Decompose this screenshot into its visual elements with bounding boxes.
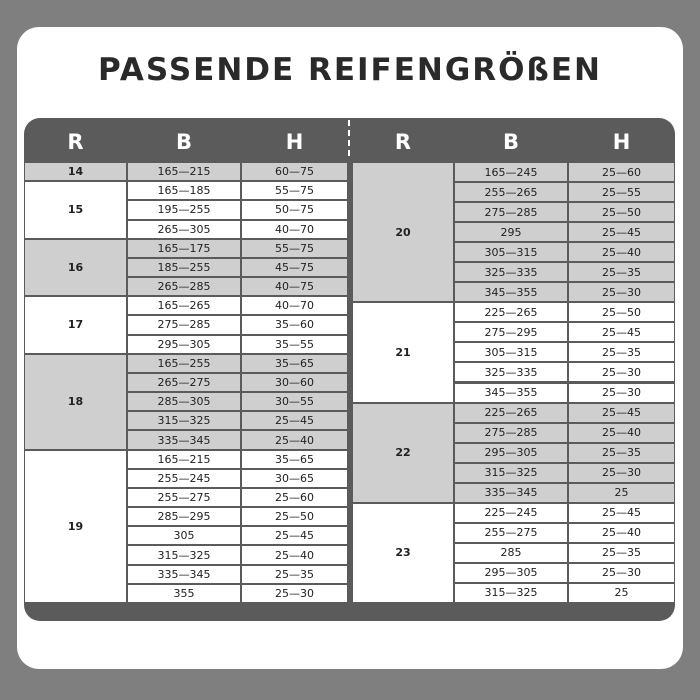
width-cell: 195—255: [127, 200, 241, 219]
width-cell: 315—325: [127, 545, 241, 564]
width-cell: 355: [127, 584, 241, 603]
width-cell: 305—315: [454, 242, 568, 262]
width-cell: 225—265: [454, 403, 568, 423]
rim-size-cell: 15: [24, 181, 127, 239]
page-title: PASSENDE REIFENGRÖßEN: [98, 52, 602, 88]
header-b-right: B: [502, 130, 519, 154]
width-cell: 275—285: [454, 202, 568, 222]
height-cell: 40—75: [241, 277, 348, 296]
width-cell: 255—245: [127, 469, 241, 488]
width-cell: 305: [127, 526, 241, 545]
height-cell: 25—50: [568, 302, 675, 322]
height-cell: 35—60: [241, 315, 348, 334]
right-table-half: [352, 162, 675, 603]
width-cell: 165—245: [454, 162, 568, 182]
height-cell: 25—40: [241, 545, 348, 564]
height-cell: 25—30: [568, 362, 675, 382]
rim-size-cell: 21: [352, 302, 454, 402]
header-r-left: R: [67, 130, 84, 154]
header-r-right: R: [394, 130, 412, 154]
width-cell: 265—285: [127, 277, 241, 296]
width-cell: 285—295: [127, 507, 241, 526]
height-cell: 25—45: [241, 526, 348, 545]
width-cell: 165—265: [127, 296, 241, 315]
height-cell: 25—30: [568, 463, 675, 483]
width-cell: 295: [454, 222, 568, 242]
height-cell: 35—65: [241, 354, 348, 373]
width-cell: 275—285: [454, 423, 568, 443]
width-cell: 285—305: [127, 392, 241, 411]
width-cell: 225—265: [454, 302, 568, 322]
height-cell: 25—40: [568, 242, 675, 262]
height-cell: 55—75: [241, 181, 348, 200]
column-divider: [348, 120, 350, 156]
height-cell: 25: [568, 583, 675, 603]
height-cell: 30—60: [241, 373, 348, 392]
height-cell: 30—65: [241, 469, 348, 488]
width-cell: 295—305: [454, 563, 568, 583]
height-cell: 25—35: [568, 262, 675, 282]
height-cell: 25—35: [241, 565, 348, 584]
height-cell: 25—45: [568, 322, 675, 342]
width-cell: 165—215: [127, 450, 241, 469]
height-cell: 25—60: [568, 162, 675, 182]
width-cell: 165—175: [127, 239, 241, 258]
rim-size-cell: 20: [352, 162, 454, 302]
width-cell: 255—275: [454, 523, 568, 543]
height-cell: 25—35: [568, 543, 675, 563]
width-cell: 295—305: [454, 443, 568, 463]
header-h-right: H: [612, 130, 631, 154]
height-cell: 25—45: [241, 411, 348, 430]
width-cell: 185—255: [127, 258, 241, 277]
left-table-half: [24, 162, 348, 603]
width-cell: 295—305: [127, 335, 241, 354]
height-cell: 25—45: [568, 503, 675, 523]
height-cell: 25—45: [568, 222, 675, 242]
rim-size-cell: 16: [24, 239, 127, 297]
width-cell: 285: [454, 543, 568, 563]
width-cell: 345—355: [454, 282, 568, 302]
width-cell: 275—285: [127, 315, 241, 334]
width-cell: 315—325: [454, 583, 568, 603]
width-cell: 255—265: [454, 182, 568, 202]
height-cell: 25—30: [568, 383, 675, 403]
rim-size-cell: 18: [24, 354, 127, 450]
height-cell: 25—40: [568, 423, 675, 443]
width-cell: 255—275: [127, 488, 241, 507]
rim-size-cell: 22: [352, 403, 454, 503]
height-cell: 25—45: [568, 403, 675, 423]
height-cell: 25—35: [568, 443, 675, 463]
width-cell: 335—345: [127, 565, 241, 584]
height-cell: 25: [568, 483, 675, 503]
height-cell: 55—75: [241, 239, 348, 258]
height-cell: 35—55: [241, 335, 348, 354]
height-cell: 30—55: [241, 392, 348, 411]
rim-size-cell: 19: [24, 450, 127, 603]
width-cell: 165—215: [127, 162, 241, 181]
height-cell: 25—30: [568, 563, 675, 583]
height-cell: 25—40: [241, 430, 348, 449]
width-cell: 265—275: [127, 373, 241, 392]
width-cell: 265—305: [127, 220, 241, 239]
height-cell: 25—40: [568, 523, 675, 543]
height-cell: 25—50: [568, 202, 675, 222]
height-cell: 60—75: [241, 162, 348, 181]
width-cell: 305—315: [454, 342, 568, 362]
width-cell: 325—335: [454, 362, 568, 382]
height-cell: 40—70: [241, 296, 348, 315]
rim-size-cell: 14: [24, 162, 127, 181]
header-b-left: B: [175, 130, 192, 154]
width-cell: 225—245: [454, 503, 568, 523]
height-cell: 40—70: [241, 220, 348, 239]
width-cell: 345—355: [454, 383, 568, 403]
width-cell: 335—345: [127, 430, 241, 449]
height-cell: 35—65: [241, 450, 348, 469]
height-cell: 25—50: [241, 507, 348, 526]
rim-size-cell: 23: [352, 503, 454, 603]
width-cell: 315—325: [127, 411, 241, 430]
width-cell: 335—345: [454, 483, 568, 503]
height-cell: 25—30: [241, 584, 348, 603]
width-cell: 165—185: [127, 181, 241, 200]
height-cell: 50—75: [241, 200, 348, 219]
height-cell: 25—60: [241, 488, 348, 507]
width-cell: 275—295: [454, 322, 568, 342]
width-cell: 315—325: [454, 463, 568, 483]
width-cell: 325—335: [454, 262, 568, 282]
height-cell: 25—30: [568, 282, 675, 302]
width-cell: 165—255: [127, 354, 241, 373]
height-cell: 25—55: [568, 182, 675, 202]
header-h-left: H: [285, 130, 304, 154]
rim-size-cell: 17: [24, 296, 127, 354]
height-cell: 25—35: [568, 342, 675, 362]
height-cell: 45—75: [241, 258, 348, 277]
